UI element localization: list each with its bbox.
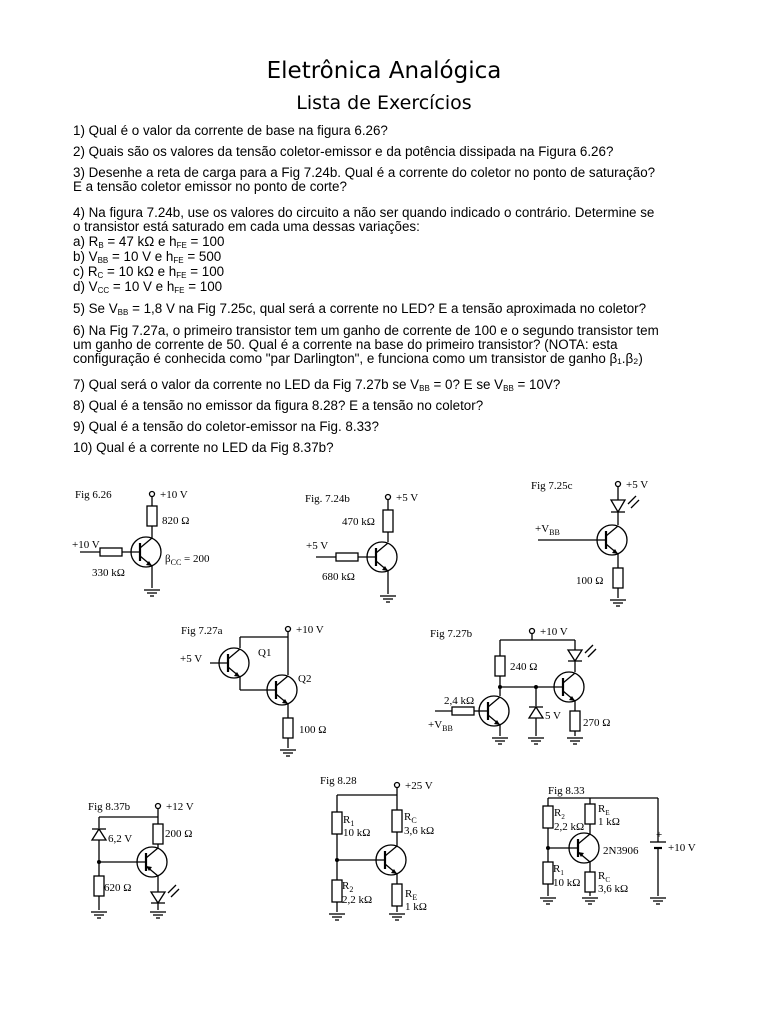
fig-7-27a-vin: +5 V bbox=[180, 653, 203, 665]
fig-8-33-re bbox=[585, 804, 595, 824]
fig-6-26-beta: $\beta_{CC} = 200$ bbox=[165, 553, 210, 567]
fig-7-25c-vin: $+V_{BB}$ bbox=[535, 523, 560, 537]
fig-7-24b-vcc: +5 V bbox=[396, 492, 419, 504]
fig-7-25c-re bbox=[613, 568, 623, 588]
fig-7-27b-re bbox=[570, 711, 580, 731]
fig-8-33-r2-value: 2,2 kΩ bbox=[554, 821, 585, 833]
fig-8-33-vcc: +10 V bbox=[668, 842, 696, 854]
fig-6-26-rc-label: 820 Ω bbox=[162, 515, 190, 527]
question-6-line-1: 6) Na Fig 7.27a, o primeiro transistor tem um ganho de corrente de 100 e o segundo transistor tem bbox=[73, 323, 659, 338]
question-6-line-2: um ganho de corrente de 50. Qual é a corrente na base do primeiro transistor? (NOTA: esta bbox=[73, 337, 618, 352]
fig-8-28-r2-value: 2,2 kΩ bbox=[342, 894, 373, 906]
question-3-line-1: 3) Desenhe a reta de carga para a Fig 7.24b. Qual é a corrente do coletor no ponto de saturação? bbox=[73, 165, 656, 180]
fig-7-24b-label: Fig. 7.24b bbox=[305, 493, 350, 505]
fig-8-33-re-value: 1 kΩ bbox=[598, 816, 620, 828]
fig-8-33-r1-value: 10 kΩ bbox=[553, 877, 581, 889]
fig-8-28-vcc: +25 V bbox=[405, 780, 433, 792]
fig-7-27a-q1-label: Q1 bbox=[258, 647, 272, 659]
fig-7-27b-label: Fig 7.27b bbox=[430, 628, 473, 640]
fig-8-33-r2 bbox=[543, 806, 553, 828]
fig-7-27b-vz: 5 V bbox=[545, 710, 561, 722]
fig-7-27b-re-label: 270 Ω bbox=[583, 717, 611, 729]
fig-7-24b-rc-label: 470 kΩ bbox=[342, 516, 375, 528]
fig-7-27a-re-label: 100 Ω bbox=[299, 724, 327, 736]
question-6-line-3: configuração é conhecida como "par Darlington", e funciona como um transistor de ganho β₁.β₂) bbox=[73, 351, 643, 366]
fig-7-27a-label: Fig 7.27a bbox=[181, 625, 223, 637]
fig-8-33-q-label: 2N3906 bbox=[603, 845, 639, 857]
fig-8-37b-r2 bbox=[94, 876, 104, 896]
fig-8-37b-r2-label: 620 Ω bbox=[104, 882, 132, 894]
fig-6-26-label: Fig 6.26 bbox=[75, 489, 112, 501]
question-9: 9) Qual é a tensão do coletor-emissor na Fig. 8.33? bbox=[73, 419, 379, 434]
fig-8-37b-led bbox=[151, 892, 165, 903]
fig-6-26-vcc: +10 V bbox=[160, 489, 188, 501]
fig-8-37b-zener bbox=[92, 829, 106, 840]
fig-8-33-label: Fig 8.33 bbox=[548, 785, 585, 797]
variation-b: b) $V_{BB} = 10$ V e $h_{FE} = 500$ bbox=[73, 249, 222, 265]
variation-a: a) $R_B = 47$ kΩ e $h_{FE} = 100$ bbox=[73, 234, 225, 250]
fig-8-28-rc-value: 3,6 kΩ bbox=[404, 825, 435, 837]
fig-8-33-r1 bbox=[543, 862, 553, 884]
fig-8-28-r2-label: $R_2$ bbox=[342, 880, 354, 894]
variation-d: d) $V_{CC} = 10$ V e $h_{FE} = 100$ bbox=[73, 279, 223, 295]
fig-7-24b-rc bbox=[383, 510, 393, 532]
question-2: 2) Quais são os valores da tensão coletor-emissor e da potência dissipada na Figura 6.26? bbox=[73, 144, 614, 159]
fig-8-28-re bbox=[392, 884, 402, 906]
fig-8-37b-vcc: +12 V bbox=[166, 801, 194, 813]
fig-8-28-r1-label: $R_1$ bbox=[343, 814, 355, 828]
fig-8-28-r2 bbox=[332, 880, 342, 902]
fig-7-24b bbox=[305, 492, 418, 602]
fig-6-26 bbox=[72, 489, 210, 596]
fig-6-26-rb bbox=[100, 548, 122, 556]
fig-7-27b-r1-label: 240 Ω bbox=[510, 661, 538, 673]
fig-7-27b-vin: $+V_{BB}$ bbox=[428, 719, 453, 733]
fig-6-26-rb-label: 330 kΩ bbox=[92, 567, 125, 579]
fig-7-27b bbox=[428, 626, 610, 744]
fig-7-25c-led bbox=[611, 500, 625, 512]
fig-8-28 bbox=[320, 775, 434, 920]
fig-8-28-r1 bbox=[332, 812, 342, 834]
page-title: Eletrônica Analógica bbox=[266, 58, 502, 84]
fig-8-33-rc bbox=[585, 872, 595, 892]
fig-8-33-r2-label: $R_2$ bbox=[554, 807, 565, 821]
fig-7-27b-rb bbox=[452, 707, 474, 715]
fig-7-27a bbox=[180, 624, 326, 756]
fig-7-25c bbox=[531, 479, 648, 606]
variation-c: c) $R_C = 10$ kΩ e $h_{FE} = 100$ bbox=[73, 264, 225, 280]
question-8: 8) Qual é a tensão no emissor da figura 8.28? E a tensão no coletor? bbox=[73, 398, 484, 413]
fig-7-27b-zener bbox=[529, 707, 543, 718]
fig-7-25c-label: Fig 7.25c bbox=[531, 480, 573, 492]
fig-7-27b-vcc: +10 V bbox=[540, 626, 568, 638]
fig-8-37b-rc bbox=[153, 824, 163, 844]
fig-8-33-rc-label: $R_C$ bbox=[598, 870, 611, 884]
fig-8-37b bbox=[88, 801, 194, 918]
fig-7-27a-vcc: +10 V bbox=[296, 624, 324, 636]
question-1: 1) Qual é o valor da corrente de base na figura 6.26? bbox=[73, 123, 388, 138]
fig-8-37b-rc-label: 200 Ω bbox=[165, 828, 193, 840]
question-7: 7) Qual será o valor da corrente no LED da Fig 7.27b se $V_{BB} = 0$? E se $V_{BB} = 10V$? bbox=[73, 377, 561, 393]
fig-6-26-rc bbox=[147, 506, 157, 526]
fig-8-28-r1-value: 10 kΩ bbox=[343, 827, 371, 839]
question-4-line-1: 4) Na figura 7.24b, use os valores do circuito a não ser quando indicado o contrário. Determine se bbox=[73, 205, 655, 220]
fig-7-24b-rb bbox=[336, 553, 358, 561]
fig-8-28-rc-label: $R_C$ bbox=[404, 811, 417, 825]
question-4-line-2: o transistor está saturado em cada uma dessas variações: bbox=[73, 219, 420, 234]
fig-7-24b-rb-label: 680 kΩ bbox=[322, 571, 355, 583]
fig-8-28-rc bbox=[392, 810, 402, 832]
fig-8-33-re-label: $R_E$ bbox=[598, 803, 610, 817]
fig-8-28-re-label: $R_E$ bbox=[405, 888, 418, 902]
fig-8-28-label: Fig 8.28 bbox=[320, 775, 357, 787]
fig-7-27b-rb-label: 2,4 kΩ bbox=[444, 695, 475, 707]
fig-7-27b-r1 bbox=[495, 656, 505, 676]
fig-7-27a-re bbox=[283, 718, 293, 738]
fig-8-37b-vz: 6,2 V bbox=[108, 833, 133, 845]
fig-7-25c-vcc: +5 V bbox=[626, 479, 649, 491]
fig-7-27a-q2-label: Q2 bbox=[298, 673, 312, 685]
fig-7-25c-re-label: 100 Ω bbox=[576, 575, 604, 587]
fig-8-33-rc-value: 3,6 kΩ bbox=[598, 883, 629, 895]
fig-8-37b-label: Fig 8.37b bbox=[88, 801, 131, 813]
fig-8-33-battery-plus: + bbox=[656, 829, 663, 841]
page-subtitle: Lista de Exercícios bbox=[296, 92, 472, 114]
fig-8-33-r1-label: $R_1$ bbox=[553, 863, 564, 877]
question-5: 5) Se $V_{BB} = 1,8$ V na Fig 7.25c, qual será a corrente no LED? E a tensão aproximada no coletor? bbox=[73, 301, 647, 317]
fig-7-27b-led bbox=[568, 650, 582, 661]
fig-8-33 bbox=[540, 785, 696, 904]
question-3-line-2: E a tensão coletor emissor no ponto de corte? bbox=[73, 179, 347, 194]
fig-6-26-vin: +10 V bbox=[72, 539, 100, 551]
fig-8-28-re-value: 1 kΩ bbox=[405, 901, 427, 913]
fig-7-24b-vin: +5 V bbox=[306, 540, 329, 552]
question-10: 10) Qual é a corrente no LED da Fig 8.37b? bbox=[73, 440, 334, 455]
